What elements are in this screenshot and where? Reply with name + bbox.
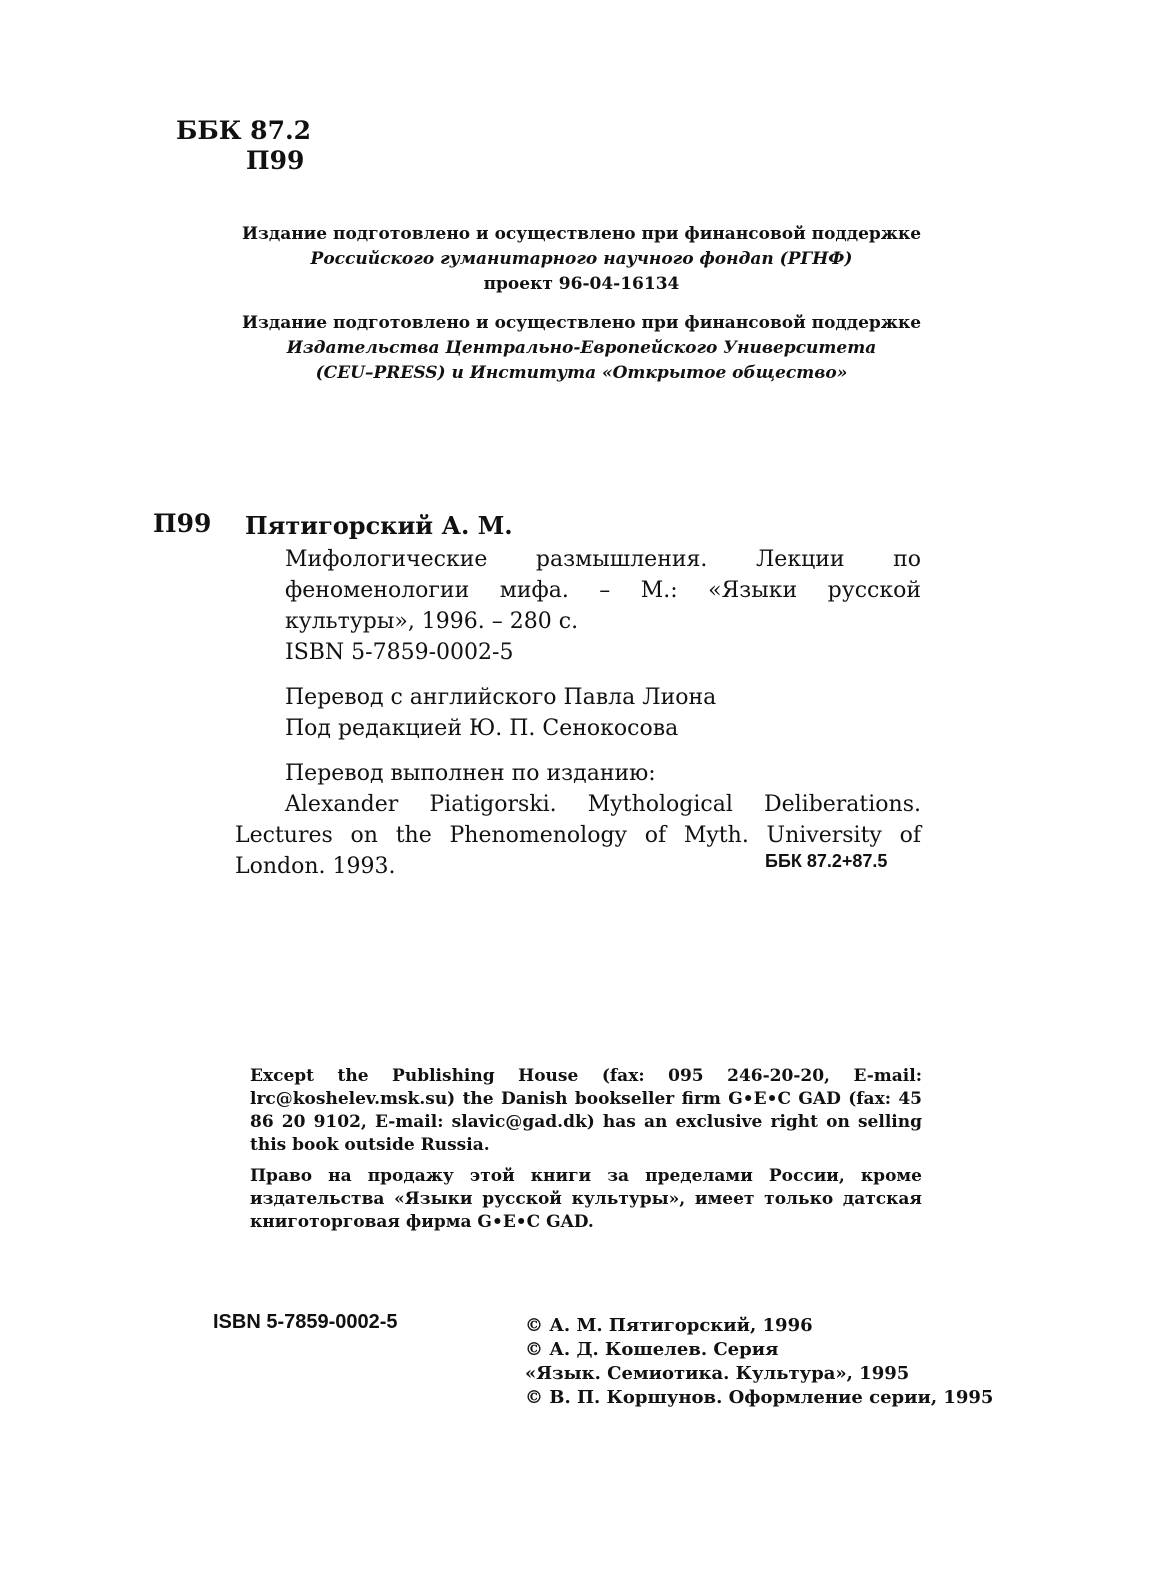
funding-notice-rgnf [0,222,1163,297]
card-bbk-code: ББК 87.2+87.5 [765,851,888,871]
copyright-line: © А. М. Пятигорский, 1996 [525,1315,813,1336]
funding-line: проект 96-04-16134 [483,274,680,294]
funding-notice-ceu [0,311,1163,386]
classification-block [176,116,311,176]
card-isbn: ISBN 5-7859-0002-5 [285,640,514,665]
card-author-mark: П99 [153,509,212,538]
bbk-code: ББК 87.2 [176,116,312,145]
footer-isbn: ISBN 5-7859-0002-5 [213,1311,398,1333]
translator-credit: Перевод с английского Павла Лиона [285,685,717,710]
funding-line: Издание подготовлено и осуществлено при финансовой поддержке [241,313,922,333]
funding-line: (CEU–PRESS) и Института «Открытое общество» [315,363,848,383]
copyright-block [525,1314,993,1410]
author-mark: П99 [246,146,305,175]
copyright-line: «Язык. Семиотика. Культура», 1995 [525,1363,910,1384]
funding-line: Издание подготовлено и осуществлено при финансовой поддержке [241,224,922,244]
funding-line: Издательства Центрально-Европейского Университета [286,338,877,358]
book-description: Мифологические размышления. Лекции по феноменологии мифа. – М.: «Языки русской культуры», 1996. – 280 с. [285,547,921,634]
original-edition-label: Перевод выполнен по изданию: [285,761,656,786]
rights-english: Except the Publishing House (fax: 095 246-20-20, E-mail: lrc@koshelev.msk.su) the Danish bookseller firm G•E•C GAD (fax: 45 86 20 9102, E-mail: slavic@gad.dk) has an exclusive right on selling this book outside Russia. [250,1066,922,1155]
funding-line: Российского гуманитарного научного фондап (РГНФ) [310,249,853,269]
editor-credit: Под редакцией Ю. П. Сенокосова [285,716,679,741]
original-edition: Alexander Piatigorski. Mythological Deliberations. Lectures on the Phenomenology of Myth. University of London. 1993. [235,792,921,879]
copyright-line: © А. Д. Кошелев. Серия [525,1339,779,1360]
rights-notice [250,1065,922,1234]
rights-russian: Право на продажу этой книги за пределами России, кроме издательства «Языки русской культуры», имеет только датская книготорговая фирма G•E•C GAD. [250,1166,922,1232]
card-author-name: Пятигорский А. М. [245,511,513,540]
copyright-line: © В. П. Коршунов. Оформление серии, 1995 [525,1387,994,1408]
catalog-card-body [235,544,921,882]
